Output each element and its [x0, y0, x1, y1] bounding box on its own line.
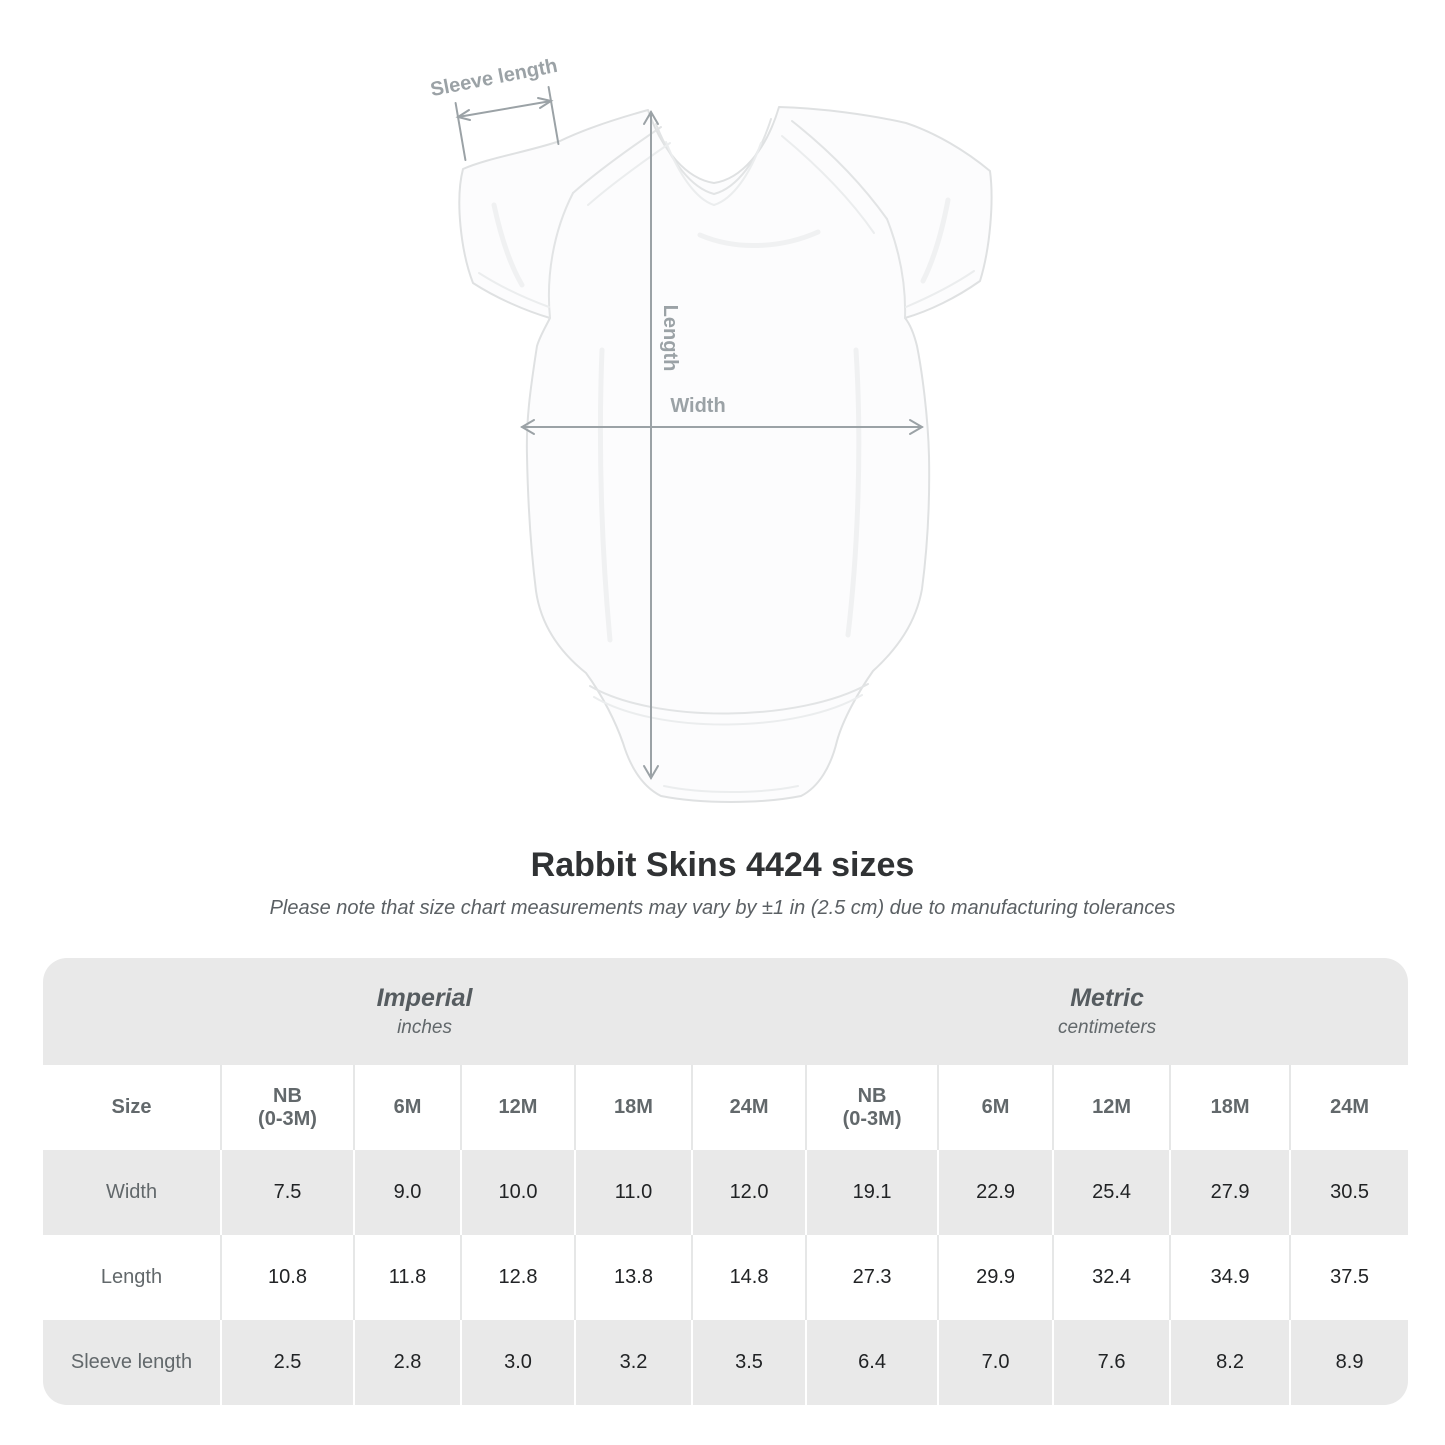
- value-cell: 3.5: [692, 1320, 806, 1405]
- imperial-band: [43, 958, 806, 1065]
- value-cell: 13.8: [575, 1235, 692, 1320]
- size-header-row: [43, 1065, 1408, 1150]
- value-cell: 30.5: [1290, 1150, 1408, 1235]
- imperial-title: Imperial: [376, 984, 473, 1012]
- value-cell: 8.2: [1170, 1320, 1290, 1405]
- imperial-unit: inches: [397, 1017, 452, 1038]
- value-cell: 11.8: [354, 1235, 461, 1320]
- size-table: [43, 958, 1408, 1405]
- value-cell: 10.0: [461, 1150, 575, 1235]
- column-header-12m-metric: 12M: [1053, 1065, 1170, 1150]
- metric-title: Metric: [1070, 984, 1144, 1012]
- page-title: Rabbit Skins 4424 sizes: [530, 846, 915, 884]
- value-cell: 2.5: [221, 1320, 354, 1405]
- value-cell: 11.0: [575, 1150, 692, 1235]
- bodysuit-measurement-diagram: [400, 50, 1040, 830]
- row-label-width: Width: [43, 1150, 221, 1235]
- value-cell: 37.5: [1290, 1235, 1408, 1320]
- value-cell: 7.5: [221, 1150, 354, 1235]
- value-cell: 10.8: [221, 1235, 354, 1320]
- value-cell: 8.9: [1290, 1320, 1408, 1405]
- size-table-container: [43, 958, 1408, 1405]
- value-cell: 3.2: [575, 1320, 692, 1405]
- column-header-18m-imperial: 18M: [575, 1065, 692, 1150]
- column-header-nb-metric: NB (0-3M): [806, 1065, 938, 1150]
- value-cell: 25.4: [1053, 1150, 1170, 1235]
- metric-band: [806, 958, 1408, 1065]
- column-header-24m-metric: 24M: [1290, 1065, 1408, 1150]
- value-cell: 22.9: [938, 1150, 1053, 1235]
- bodysuit-silhouette: [459, 107, 991, 802]
- row-label-sleeve-length: Sleeve length: [43, 1320, 221, 1405]
- size-corner-cell: Size: [43, 1065, 221, 1150]
- value-cell: 27.9: [1170, 1150, 1290, 1235]
- value-cell: 7.6: [1053, 1320, 1170, 1405]
- column-header-6m-imperial: 6M: [354, 1065, 461, 1150]
- column-header-nb-imperial: NB (0-3M): [221, 1065, 354, 1150]
- value-cell: 2.8: [354, 1320, 461, 1405]
- unit-band-row: [43, 958, 1408, 1065]
- length-label: Length: [659, 304, 681, 372]
- column-header-18m-metric: 18M: [1170, 1065, 1290, 1150]
- width-label: Width: [670, 395, 726, 417]
- column-header-12m-imperial: 12M: [461, 1065, 575, 1150]
- metric-unit: centimeters: [1057, 1017, 1157, 1038]
- value-cell: 7.0: [938, 1320, 1053, 1405]
- value-cell: 29.9: [938, 1235, 1053, 1320]
- value-cell: 3.0: [461, 1320, 575, 1405]
- sleeve-length-label: Sleeve length: [428, 54, 560, 102]
- tolerance-note: Please note that size chart measurements may vary by ±1 in (2.5 cm) due to manufacturing tolerances: [269, 897, 1176, 919]
- value-cell: 34.9: [1170, 1235, 1290, 1320]
- column-header-6m-metric: 6M: [938, 1065, 1053, 1150]
- value-cell: 12.8: [461, 1235, 575, 1320]
- row-label-length: Length: [43, 1235, 221, 1320]
- value-cell: 9.0: [354, 1150, 461, 1235]
- value-cell: 19.1: [806, 1150, 938, 1235]
- value-cell: 6.4: [806, 1320, 938, 1405]
- value-cell: 27.3: [806, 1235, 938, 1320]
- value-cell: 12.0: [692, 1150, 806, 1235]
- value-cell: 14.8: [692, 1235, 806, 1320]
- table-row-sleeve-length: [43, 1320, 1408, 1405]
- table-row-width: [43, 1150, 1408, 1235]
- table-row-length: [43, 1235, 1408, 1320]
- column-header-24m-imperial: 24M: [692, 1065, 806, 1150]
- value-cell: 32.4: [1053, 1235, 1170, 1320]
